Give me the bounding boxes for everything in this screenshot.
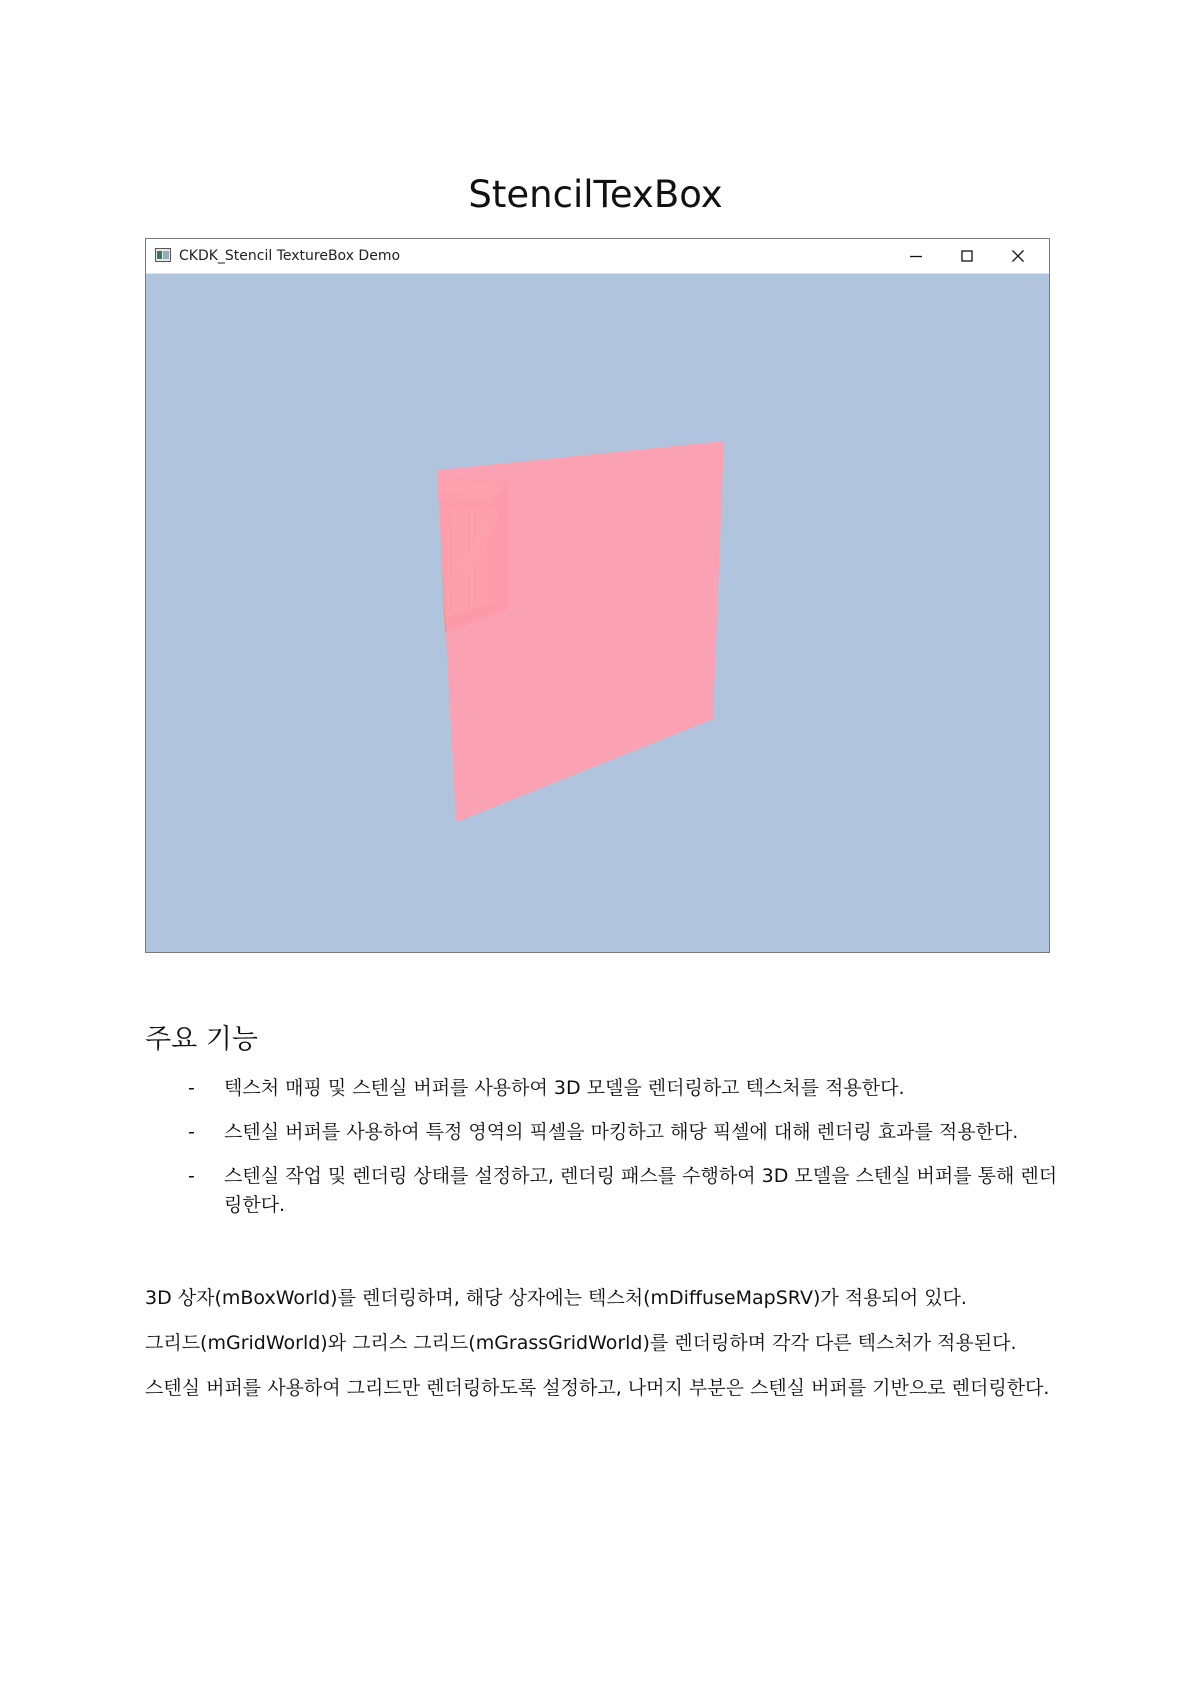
description-paragraph: 그리드(mGridWorld)와 그리스 그리드(mGrassGridWorld)를 렌더링하며 각각 다른 텍스처가 적용된다.	[145, 1332, 1017, 1354]
bullet-dash: -	[188, 1121, 195, 1143]
features-heading: 주요 기능	[145, 1024, 258, 1055]
render-viewport[interactable]	[146, 273, 1049, 952]
bullet-dash: -	[188, 1165, 195, 1187]
list-item-text: 스텐실 버퍼를 사용하여 특정 영역의 픽셀을 마킹하고 해당 픽셀에 대해 렌더링 효과를 적용한다.	[224, 1121, 1019, 1143]
features-list	[188, 1074, 1058, 1235]
description-paragraph: 3D 상자(mBoxWorld)를 렌더링하며, 해당 상자에는 텍스처(mDiffuseMapSRV)가 적용되어 있다.	[145, 1287, 967, 1309]
app-icon	[155, 248, 171, 262]
page-title: StencilTexBox	[468, 173, 723, 216]
description-paragraph: 스텐실 버퍼를 사용하여 그리드만 렌더링하도록 설정하고, 나머지 부분은 스텐실 버퍼를 기반으로 렌더링한다.	[145, 1377, 1050, 1399]
minimize-button[interactable]	[891, 239, 941, 273]
maximize-button[interactable]	[942, 239, 992, 273]
window-title: CKDK_Stencil TextureBox Demo	[179, 248, 401, 264]
maximize-icon	[960, 249, 974, 263]
list-item	[188, 1162, 1058, 1220]
list-item	[188, 1118, 1058, 1147]
minimize-icon	[909, 249, 923, 263]
list-item-text: 스텐실 작업 및 렌더링 상태를 설정하고, 렌더링 패스를 수행하여 3D 모델을 스텐실 버퍼를 통해 렌더링한다.	[224, 1165, 1058, 1216]
list-item	[188, 1074, 1058, 1103]
stencil-grid-quad	[437, 441, 724, 822]
list-item-text: 텍스처 매핑 및 스텐실 버퍼를 사용하여 3D 모델을 렌더링하고 텍스처를 적용한다.	[224, 1077, 905, 1099]
close-button[interactable]	[993, 239, 1043, 273]
bullet-dash: -	[188, 1077, 195, 1099]
scene-canvas	[146, 273, 1049, 952]
demo-window	[145, 238, 1050, 953]
close-icon	[1011, 249, 1025, 263]
window-titlebar[interactable]	[146, 239, 1049, 274]
